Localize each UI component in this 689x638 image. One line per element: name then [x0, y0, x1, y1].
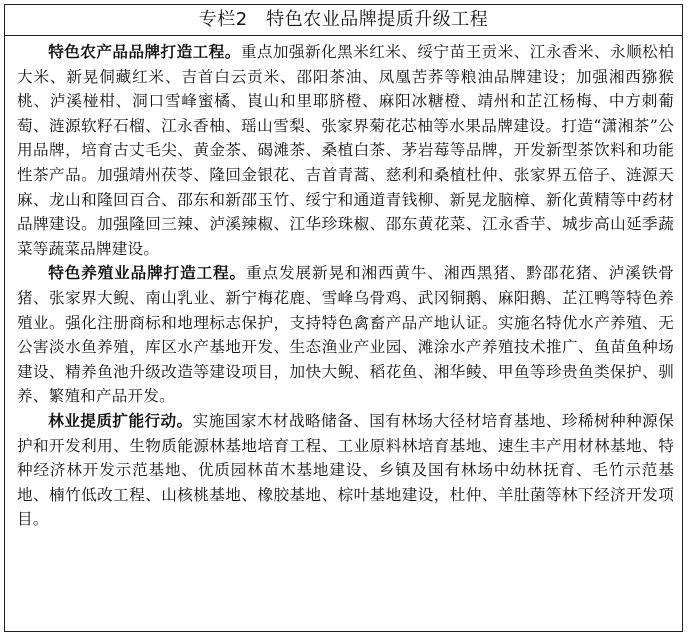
- section-text: 重点发展新晃和湘西黄牛、湘西黑猪、黔邵花猪、泸溪铁骨猪、张家界大鲵、南山乳业、新宁梅花鹿、雪峰乌骨鸡、武冈铜鹅、麻阳鹅、芷江鸭等特色养殖业。强化注册商标和地理标志保护，支持特色禽畜产品产地认证。实施名特优水产养殖、无公害淡水鱼养殖，库区水产基地开发、生态渔业产业园、滩涂水产养殖技术推广、鱼苗鱼种场建设、精养鱼池升级改造等建设项目，加快大鲵、稻花鱼、湘华鲮、甲鱼等珍贵鱼类保护、驯养、繁殖和产品开发。: [17, 264, 674, 406]
- section-agri-products: [17, 40, 674, 261]
- special-column-box: [4, 4, 683, 632]
- section-text: 重点加强新化黑米红米、绥宁苗王贡米、江永香米、永顺松柏大米、新晃侗藏红米、吉首白云贡米、邵阳茶油、凤凰苦荞等粮油品牌建设；加强湘西猕猴桃、泸溪椪柑、洞口雪峰蜜橘、崀山和里耶脐橙、麻阳冰糖橙、靖州和芷江杨梅、中方刺葡萄、涟源软籽石榴、江永香柚、瑶山雪梨、张家界菊花芯柚等水果品牌建设。打造“潇湘茶”公用品牌，培育古丈毛尖、黄金茶、碣滩茶、桑植白茶、茅岩莓等品牌，开发新型茶饮料和功能性茶产品。加强靖州茯苓、隆回金银花、吉首青蒿、慈利和桑植杜仲、张家界五倍子、涟源天麻、龙山和隆回百合、邵东和新邵玉竹、绥宁和通道青钱柳、新晃龙脑樟、新化黄精等中药材品牌建设。加强隆回三辣、泸溪辣椒、江华珍珠椒、邵东黄花菜、江永香芋、城步高山延季蔬菜等蔬菜品牌建设。: [17, 43, 674, 258]
- column-body: [5, 36, 682, 532]
- section-breeding: [17, 261, 674, 409]
- section-text: 实施国家木材战略储备、国有林场大径材培育基地、珍稀树种种源保护和开发利用、生物质能源林基地培育工程、工业原料林培育基地、速生丰产用材林基地、特种经济林开发示范基地、优质园林苗木基地建设、乡镇及国有林场中幼林抚育、毛竹示范基地、楠竹低改工程、山核桃基地、橡胶基地、棕叶基地建设，杜仲、羊肚菌等林下经济开发项目。: [17, 411, 674, 529]
- column-title: 专栏2 特色农业品牌提质升级工程: [5, 5, 682, 36]
- section-heading: 特色养殖业品牌打造工程。: [48, 263, 247, 283]
- section-heading: 特色农产品品牌打造工程。: [48, 42, 241, 61]
- section-forestry: [17, 409, 674, 532]
- section-heading: 林业提质扩能行动。: [48, 410, 193, 430]
